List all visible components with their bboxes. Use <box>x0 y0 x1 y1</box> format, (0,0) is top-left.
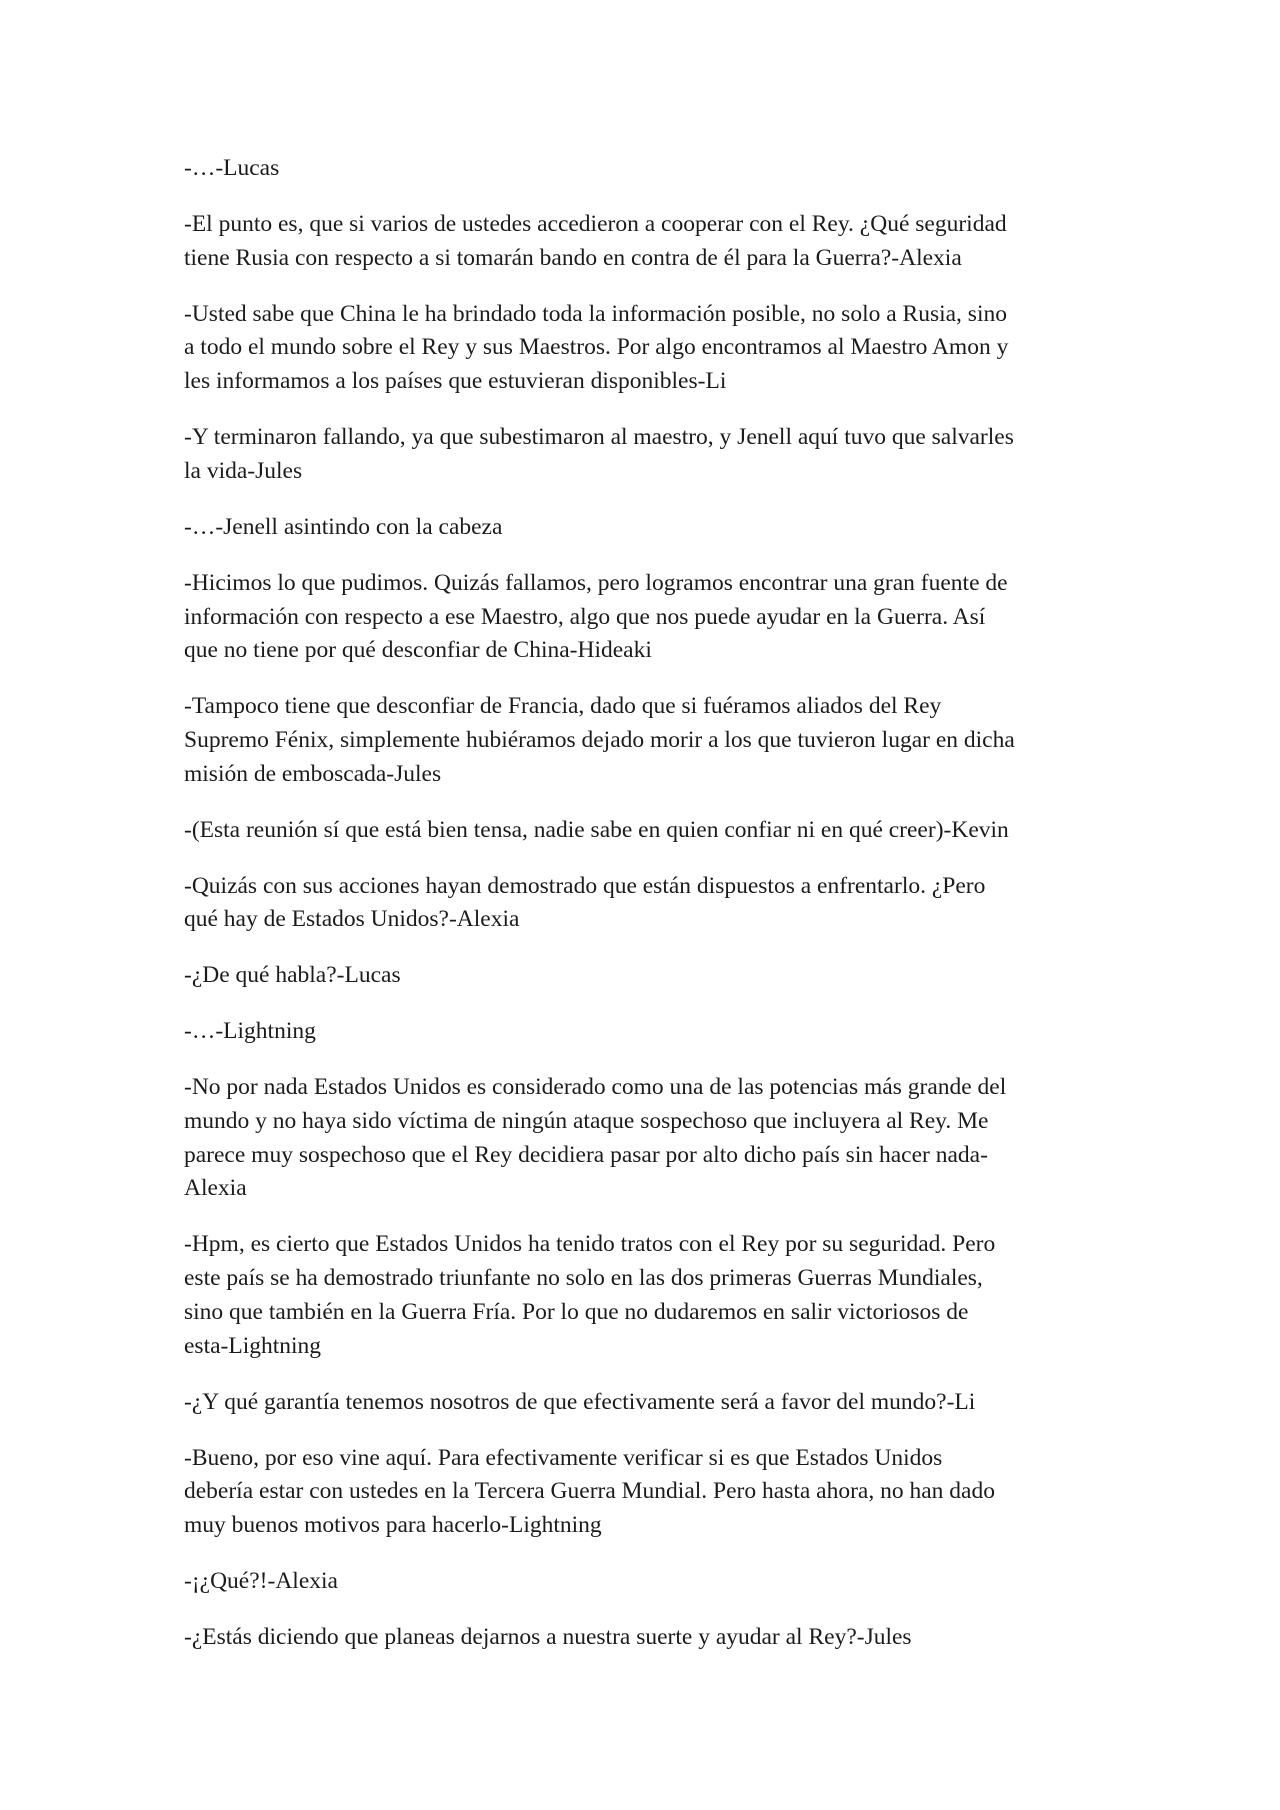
dialogue-paragraph <box>184 152 1104 186</box>
text-line: misión de emboscada-Jules <box>184 760 442 787</box>
document-body <box>184 152 1104 1677</box>
text-line: que no tiene por qué desconfiar de China-Hideaki <box>184 637 652 664</box>
dialogue-paragraph <box>184 208 1104 275</box>
text-line: -¿Y qué garantía tenemos nosotros de que efectivamente será a favor del mundo?-Li <box>184 1388 976 1415</box>
dialogue-paragraph <box>184 511 1104 545</box>
dialogue-paragraph <box>184 959 1104 993</box>
text-line: -Y terminaron fallando, ya que subestimaron al maestro, y Jenell aquí tuvo que salvarles <box>184 424 1014 451</box>
text-line: debería estar con ustedes en la Tercera Guerra Mundial. Pero hasta ahora, no han dado <box>184 1478 995 1505</box>
dialogue-paragraph <box>184 567 1104 668</box>
text-line: información con respecto a ese Maestro, algo que nos puede ayudar en la Guerra. Así <box>184 603 986 630</box>
text-line: esta-Lightning <box>184 1332 322 1359</box>
text-line: qué hay de Estados Unidos?-Alexia <box>184 906 520 933</box>
dialogue-paragraph <box>184 1565 1104 1599</box>
text-line: -No por nada Estados Unidos es considerado como una de las potencias más grande del <box>184 1074 1007 1101</box>
text-line: mundo y no haya sido víctima de ningún ataque sospechoso que incluyera al Rey. Me <box>184 1108 989 1135</box>
text-line: -Usted sabe que China le ha brindado toda la información posible, no solo a Rusia, sino <box>184 300 1007 327</box>
text-line: -¿Estás diciendo que planeas dejarnos a nuestra suerte y ayudar al Rey?-Jules <box>184 1623 912 1650</box>
text-line: -…-Lucas <box>184 155 280 181</box>
dialogue-paragraph <box>184 690 1104 791</box>
text-line: la vida-Jules <box>184 457 303 484</box>
text-line: -Tampoco tiene que desconfiar de Francia, dado que si fuéramos aliados del Rey <box>184 693 942 720</box>
dialogue-paragraph <box>184 1621 1104 1655</box>
text-line: -Hicimos lo que pudimos. Quizás fallamos, pero logramos encontrar una gran fuente de <box>184 569 1008 596</box>
text-line: Supremo Fénix, simplemente hubiéramos dejado morir a los que tuvieron lugar en dicha <box>184 726 1015 753</box>
dialogue-paragraph <box>184 814 1104 848</box>
text-line: -Quizás con sus acciones hayan demostrado que están dispuestos a enfrentarlo. ¿Pero <box>184 872 986 899</box>
text-line: -Bueno, por eso vine aquí. Para efectivamente verificar si es que Estados Unidos <box>184 1444 943 1471</box>
dialogue-paragraph <box>184 298 1104 399</box>
dialogue-paragraph <box>184 1228 1104 1363</box>
dialogue-paragraph <box>184 1015 1104 1049</box>
text-line: muy buenos motivos para hacerlo-Lightning <box>184 1511 602 1538</box>
dialogue-paragraph <box>184 1071 1104 1206</box>
text-line: este país se ha demostrado triunfante no solo en las dos primeras Guerras Mundiales, <box>184 1265 983 1292</box>
text-line: -…-Jenell asintindo con la cabeza <box>184 513 503 540</box>
text-line: parece muy sospechoso que el Rey decidiera pasar por alto dicho país sin hacer nada- <box>184 1141 988 1168</box>
dialogue-paragraph <box>184 870 1104 937</box>
text-line: tiene Rusia con respecto a si tomarán bando en contra de él para la Guerra?-Alexia <box>184 244 962 271</box>
text-line: les informamos a los países que estuvieran disponibles-Li <box>184 368 727 395</box>
text-line: Alexia <box>184 1175 247 1202</box>
text-line: -(Esta reunión sí que está bien tensa, nadie sabe en quien confiar ni en qué creer)-Kevin <box>184 816 1009 843</box>
dialogue-paragraph <box>184 421 1104 488</box>
text-line: -…-Lightning <box>184 1018 316 1045</box>
text-line: -¿De qué habla?-Lucas <box>184 962 401 989</box>
dialogue-paragraph <box>184 1442 1104 1543</box>
text-line: sino que también en la Guerra Fría. Por lo que no dudaremos en salir victoriosos de <box>184 1298 969 1325</box>
text-line: -Hpm, es cierto que Estados Unidos ha tenido tratos con el Rey por su seguridad. Pero <box>184 1231 996 1258</box>
text-line: -¡¿Qué?!-Alexia <box>184 1567 338 1594</box>
text-line: -El punto es, que si varios de ustedes accedieron a cooperar con el Rey. ¿Qué seguridad <box>184 211 1007 237</box>
dialogue-paragraph <box>184 1386 1104 1420</box>
text-line: a todo el mundo sobre el Rey y sus Maestros. Por algo encontramos al Maestro Amon y <box>184 334 1009 361</box>
